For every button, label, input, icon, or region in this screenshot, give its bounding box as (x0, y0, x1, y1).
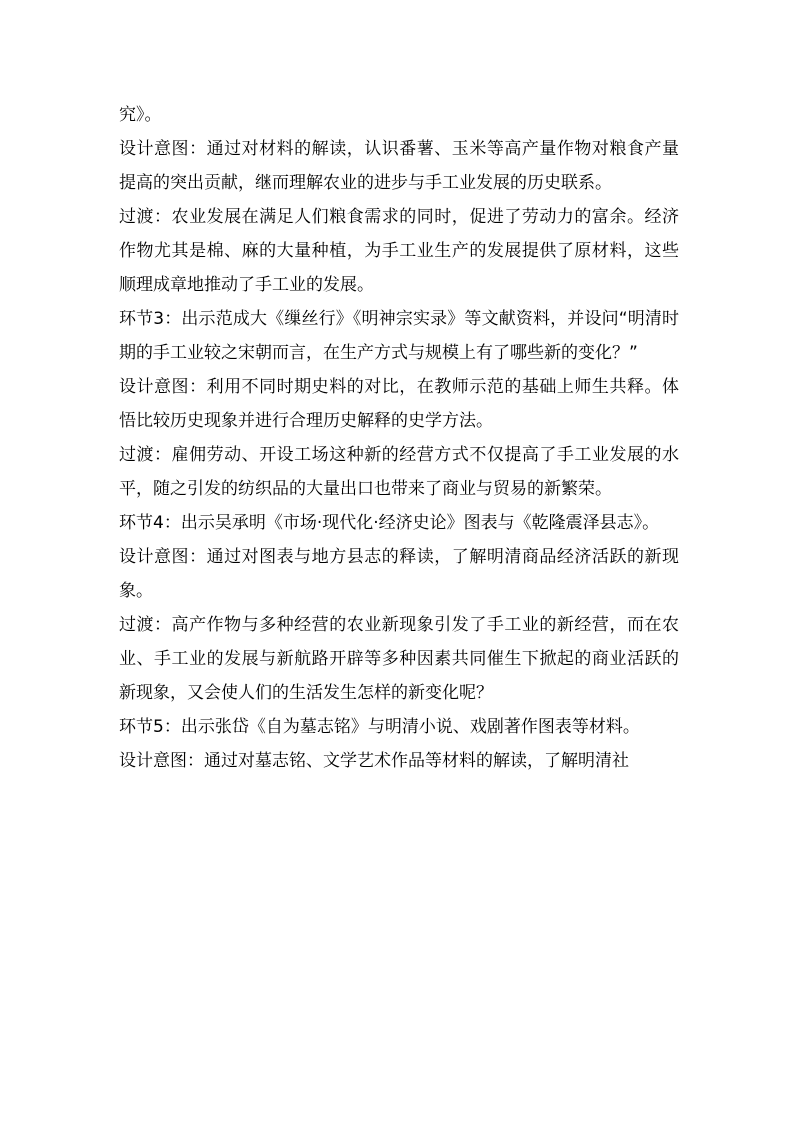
paragraph-design-intent-3: 设计意图：通过对图表与地方县志的释读，了解明清商品经济活跃的新现象。 (119, 547, 679, 601)
paragraph-continuation: 究》。 (119, 105, 162, 125)
paragraph-transition-1: 过渡：农业发展在满足人们粮食需求的同时，促进了劳动力的富余。经济作物尤其是棉、麻的大量种植，为手工业生产的发展提供了原材料，这些顺理成章地推动了手工业的发展。 (119, 207, 679, 295)
paragraph-step-5: 环节5：出示张岱《自为墓志铭》与明清小说、戏剧著作图表等材料。 (119, 717, 640, 737)
paragraph-design-intent-2: 设计意图：利用不同时期史料的对比，在教师示范的基础上师生共释。体悟比较历史现象并进行合理历史解释的史学方法。 (119, 377, 679, 431)
paragraph-design-intent-1: 设计意图：通过对材料的解读，认识番薯、玉米等高产量作物对粮食产量提高的突出贡献，继而理解农业的进步与手工业发展的历史联系。 (119, 139, 679, 193)
paragraph-transition-2: 过渡：雇佣劳动、开设工场这种新的经营方式不仅提高了手工业发展的水平，随之引发的纺织品的大量出口也带来了商业与贸易的新繁荣。 (119, 445, 679, 499)
document-body (119, 98, 679, 778)
paragraph-design-intent-4: 设计意图：通过对墓志铭、文学艺术作品等材料的解读，了解明清社 (119, 751, 629, 771)
paragraph-step-3: 环节3：出示范成大《缫丝行》《明神宗实录》等文献资料，并设问“明清时期的手工业较之宋朝而言，在生产方式与规模上有了哪些新的变化？” (119, 309, 679, 363)
paragraph-transition-3: 过渡：高产作物与多种经营的农业新现象引发了手工业的新经营，而在农业、手工业的发展与新航路开辟等多种因素共同催生下掀起的商业活跃的新现象，又会使人们的生活发生怎样的新变化呢？ (119, 615, 679, 703)
paragraph-step-4: 环节4：出示吴承明《市场·现代化·经济史论》图表与《乾隆震泽县志》。 (119, 513, 660, 533)
